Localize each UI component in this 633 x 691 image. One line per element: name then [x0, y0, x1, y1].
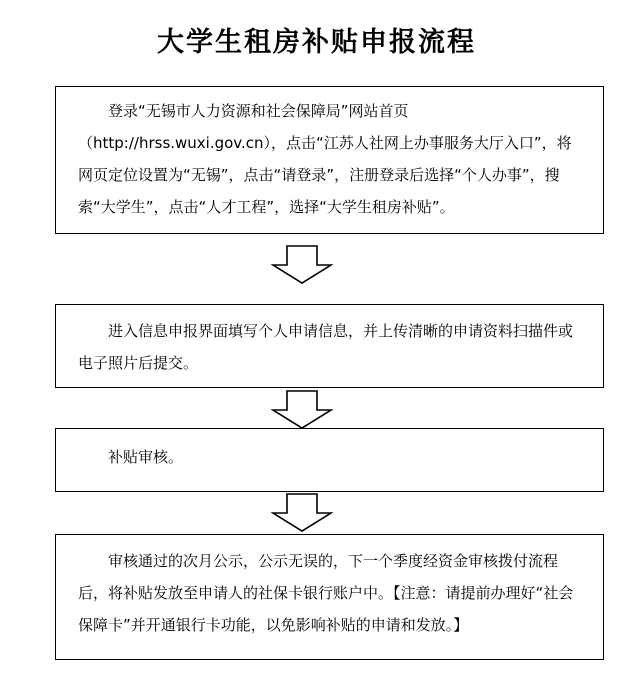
flow-step-4-text: 审核通过的次月公示，公示无误的，下一个季度经资金审核拨付流程后，将补贴发放至申请人的社保卡银行账户中。【注意：请提前办理好“社会保障卡”并开通银行卡功能，以免影响补贴的申请和发放。】: [78, 552, 574, 634]
flow-step-3-text: 补贴审核。: [108, 448, 184, 466]
flow-step-2-text: 进入信息申报界面填写个人申请信息，并上传清晰的申请资料扫描件或电子照片后提交。: [78, 322, 574, 372]
flow-step-1-box: [55, 86, 604, 234]
flow-step-3-box: [55, 428, 604, 492]
down-arrow-icon: [271, 245, 333, 285]
page-title: 大学生租房补贴申报流程: [157, 27, 476, 58]
flow-step-4-box: [55, 534, 604, 660]
flow-step-2-box: [55, 304, 604, 388]
flow-step-1-text: 登录“无锡市人力资源和社会保障局”网站首页（http://hrss.wuxi.gov.cn），点击“江苏人社网上办事服务大厅入口”，将网页定位设置为“无锡”，点击“请登录”，注册登录后选择“个人办事”，搜索“大学生”，点击“人才工程”，选择“大学生租房补贴”。: [78, 102, 572, 216]
down-arrow-icon: [271, 493, 333, 533]
down-arrow-icon: [271, 390, 333, 430]
